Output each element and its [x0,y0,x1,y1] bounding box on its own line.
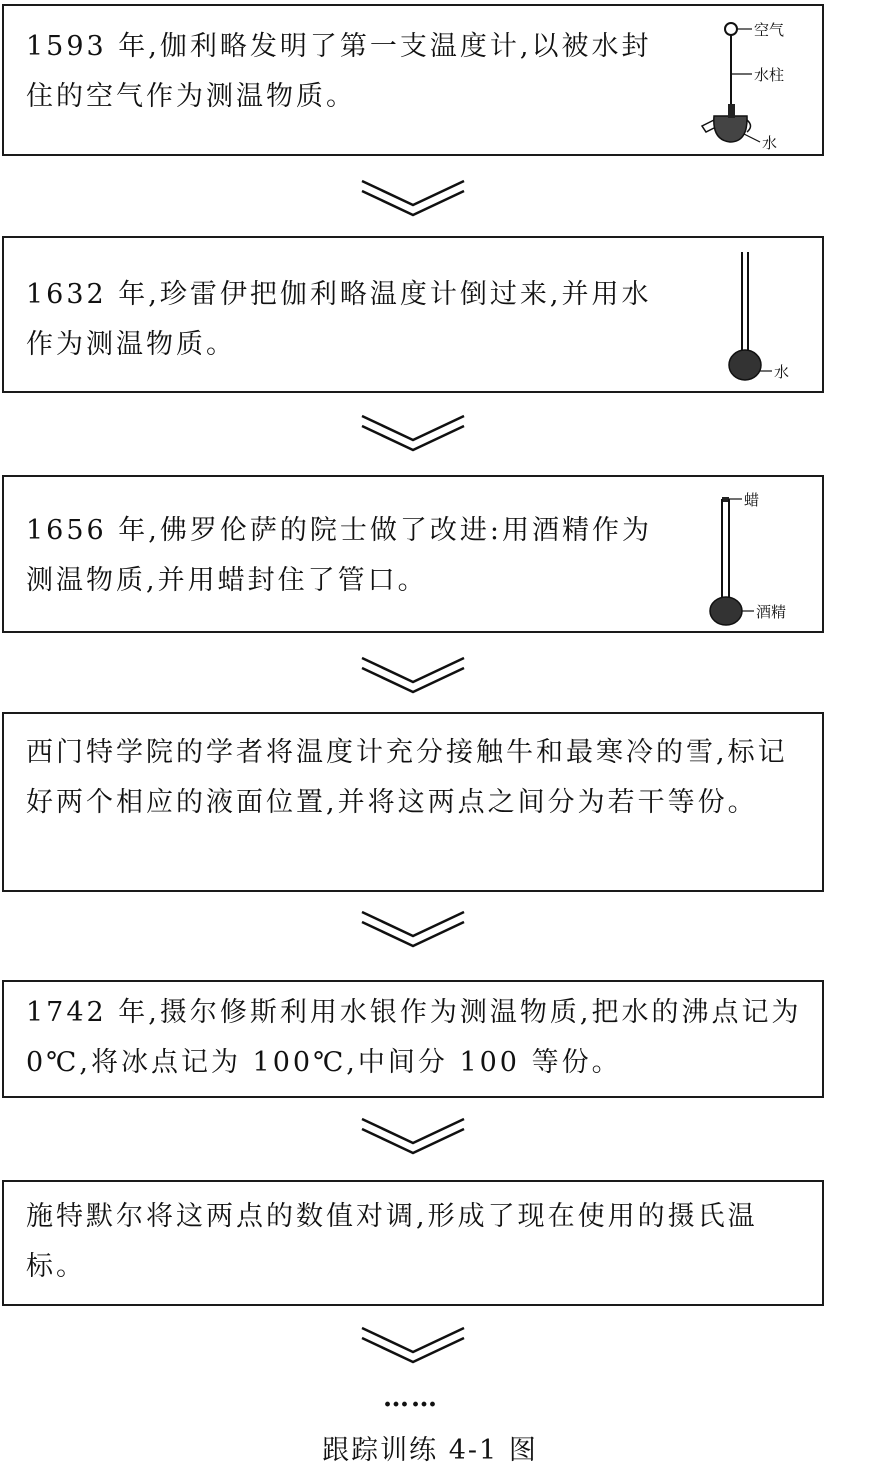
ellipsis: …… [383,1383,439,1413]
figure-caption: 跟踪训练 4-1 图 [322,1435,538,1466]
figure-label-water: 水 [762,134,778,152]
down-chevron-icon [360,1113,466,1155]
down-chevron-icon [360,906,466,948]
down-chevron-icon [360,652,466,694]
down-chevron-icon [360,175,466,217]
down-chevron-icon [360,410,466,452]
step-text: 1593 年,伽利略发明了第一支温度计,以被水封住的空气作为测温物质。 [26,31,652,112]
alcohol-thermometer-figure [700,479,820,631]
inverted-thermometer-figure [700,240,820,390]
step-box-3 [2,475,824,633]
figure-label-air: 空气 [754,21,785,39]
figure-label-water-column: 水柱 [754,66,785,84]
step-text: 1742 年,摄尔修斯利用水银作为测温物质,把水的沸点记为 0℃,将冰点记为 100℃,中间分 100 等份。 [26,997,802,1078]
step-box-1 [2,4,824,156]
step-text: 施特默尔将这两点的数值对调,形成了现在使用的摄氏温标。 [26,1201,758,1282]
figure-label-alcohol: 酒精 [756,603,787,621]
figure-label-wax: 蜡 [744,491,760,509]
galileo-thermometer-figure [700,8,820,156]
step-box-6 [2,1180,824,1306]
figure-label-water: 水 [774,363,790,381]
step-text: 1656 年,佛罗伦萨的院士做了改进:用酒精作为测温物质,并用蜡封住了管口。 [26,515,652,596]
step-box-2 [2,236,824,393]
step-text: 西门特学院的学者将温度计充分接触牛和最寒冷的雪,标记好两个相应的液面位置,并将这两点之间分为若干等份。 [26,737,788,818]
down-chevron-icon [360,1322,466,1364]
step-box-4 [2,712,824,892]
step-box-5 [2,980,824,1098]
step-text: 1632 年,珍雷伊把伽利略温度计倒过来,并用水作为测温物质。 [26,279,652,360]
